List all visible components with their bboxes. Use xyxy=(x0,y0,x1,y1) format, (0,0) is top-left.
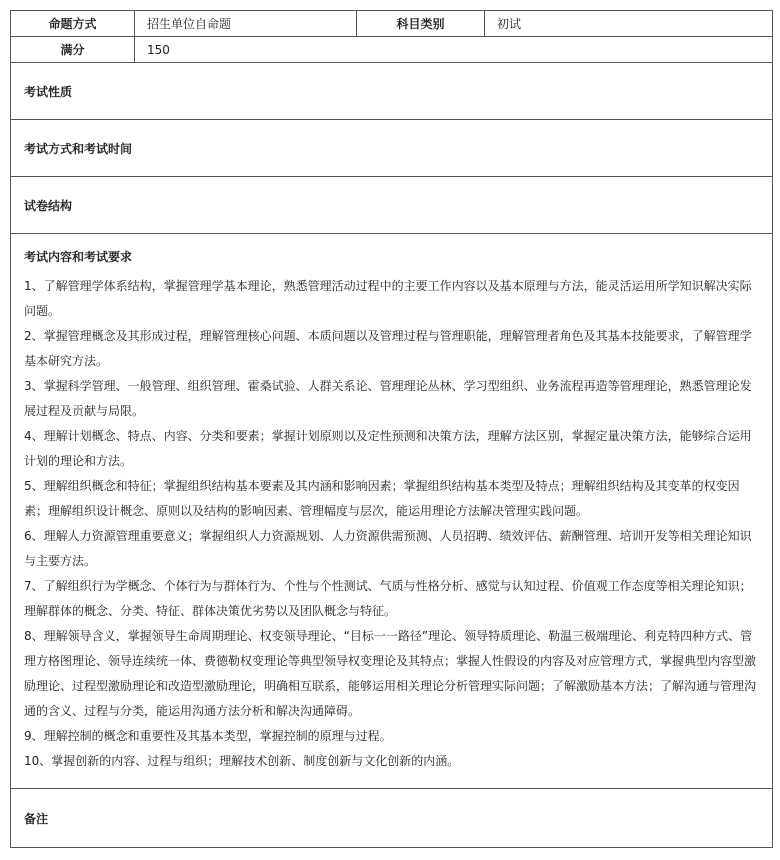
section-nature-title: 考试性质 xyxy=(11,63,773,120)
section-row-nature xyxy=(11,63,773,120)
score-value: 150 xyxy=(135,37,773,63)
section-row-content xyxy=(11,234,773,789)
syllabus-table xyxy=(10,10,773,848)
content-item: 5、理解组织概念和特征；掌握组织结构基本要素及其内涵和影响因素；掌握组织结构基本类型及特点；理解组织结构及其变革的权变因素；理解组织设计概念、原则以及结构的影响因素、管理幅度与层次，能运用理论方法解决管理实践问题。 xyxy=(24,479,740,518)
content-item: 8、理解领导含义，掌握领导生命周期理论、权变领导理论、“目标一一路径”理论、领导特质理论、勒温三极端理论、利克特四种方式、管理方格图理论、领导连续统一体、费德勒权变理论等典型领导权变理论及其特点；掌握人性假设的内容及对应管理方式，掌握典型内容型激励理论、过程型激励理论和改造型激励理论，明确相互联系，能够运用相关理论分析管理实际问题；了解激励基本方法；了解沟通与管理沟通的含义、过程与分类，能运用沟通方法分析和解决沟通障碍。 xyxy=(24,629,757,718)
section-content-title: 考试内容和考试要求 xyxy=(24,250,133,264)
method-value: 招生单位自命题 xyxy=(135,11,357,37)
content-item-list xyxy=(24,274,759,774)
header-row-method xyxy=(11,11,773,37)
content-item: 6、理解人力资源管理重要意义；掌握组织人力资源规划、人力资源供需预测、人员招聘、绩效评估、薪酬管理、培训开发等相关理论知识与主要方法。 xyxy=(24,529,752,568)
method-label: 命题方式 xyxy=(11,11,135,37)
content-item: 2、掌握管理概念及其形成过程，理解管理核心问题、本质问题以及管理过程与管理职能，理解管理者角色及其基本技能要求，了解管理学基本研究方法。 xyxy=(24,329,752,368)
section-structure-title: 试卷结构 xyxy=(11,177,773,234)
section-row-structure xyxy=(11,177,773,234)
score-label: 满分 xyxy=(11,37,135,63)
content-item: 10、掌握创新的内容、过程与组织；理解技术创新、制度创新与文化创新的内涵。 xyxy=(24,754,460,768)
content-item: 4、理解计划概念、特点、内容、分类和要素；掌握计划原则以及定性预测和决策方法，理解方法区别，掌握定量决策方法，能够综合运用计划的理论和方法。 xyxy=(24,429,752,468)
section-method-time-title: 考试方式和考试时间 xyxy=(11,120,773,177)
section-row-remark xyxy=(11,789,773,848)
section-row-method-time xyxy=(11,120,773,177)
section-remark-title: 备注 xyxy=(11,789,773,848)
subject-type-value: 初试 xyxy=(485,11,773,37)
subject-type-label: 科目类别 xyxy=(357,11,485,37)
header-row-score xyxy=(11,37,773,63)
content-item: 9、理解控制的概念和重要性及其基本类型，掌握控制的原理与过程。 xyxy=(24,729,392,743)
content-item: 1、了解管理学体系结构，掌握管理学基本理论，熟悉管理活动过程中的主要工作内容以及基本原理与方法，能灵活运用所学知识解决实际问题。 xyxy=(24,279,752,318)
content-item: 3、掌握科学管理、一般管理、组织管理、霍桑试验、人群关系论、管理理论丛林、学习型组织、业务流程再造等管理理论，熟悉管理论发展过程及贡献与局限。 xyxy=(24,379,752,418)
content-item: 7、了解组织行为学概念、个体行为与群体行为、个性与个性测试、气质与性格分析、感觉与认知过程、价值观工作态度等相关理论知识；理解群体的概念、分类、特征、群体决策优劣势以及团队概念与特征。 xyxy=(24,579,752,618)
content-cell xyxy=(11,234,773,789)
